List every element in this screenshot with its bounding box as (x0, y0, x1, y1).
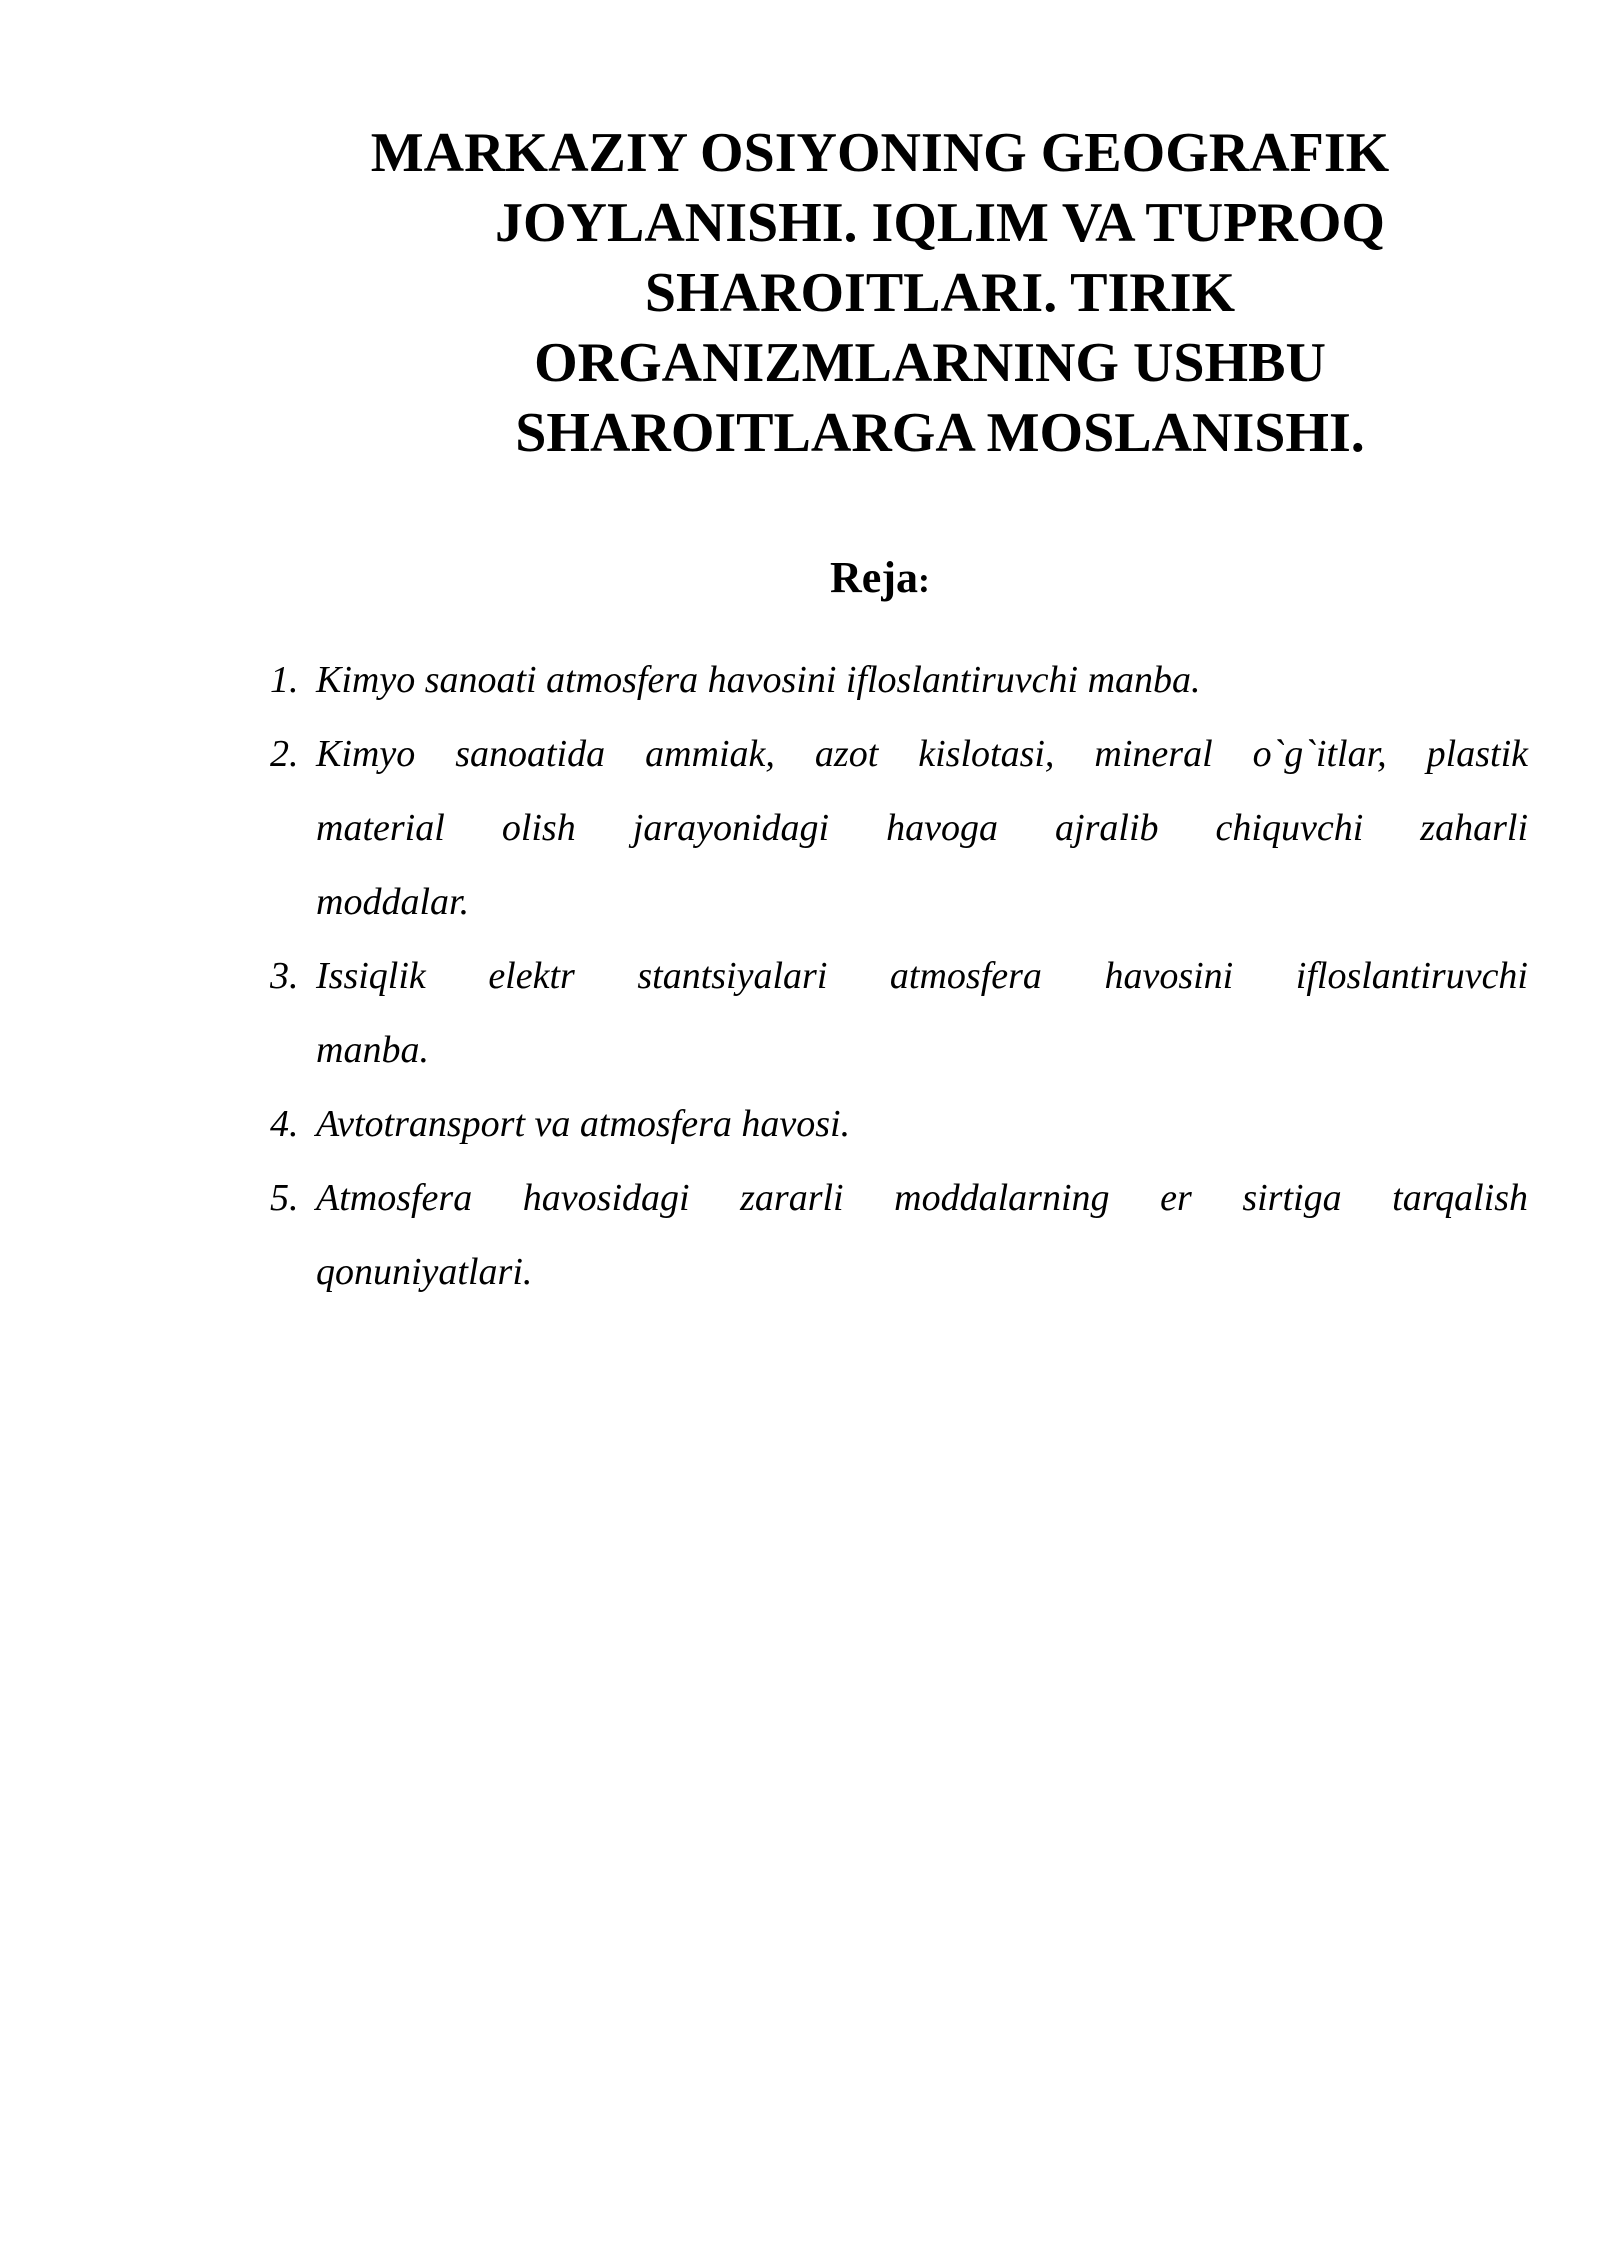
plan-item-number: 4. (270, 1103, 299, 1145)
plan-heading-colon: : (917, 560, 930, 600)
plan-item-line: manba. (316, 1029, 429, 1071)
plan-item-line: qonuniyatlari. (316, 1251, 533, 1293)
plan-heading (300, 548, 1460, 610)
title-line: SHAROITLARGA MOSLANISHI. (515, 402, 1365, 464)
plan-item-line: Kimyo sanoati atmosfera havosini ifloslantiruvchi manba. (316, 659, 1201, 701)
title-line: ORGANIZMLARNING USHBU (534, 332, 1326, 394)
plan-item-number: 1. (270, 659, 299, 701)
plan-item-line: Avtotransport va atmosfera havosi. (316, 1103, 851, 1145)
plan-heading-text: Reja (830, 553, 918, 602)
plan-item (260, 643, 1528, 717)
plan-item (260, 717, 1528, 939)
plan-item-line: material olish jarayonidagi havoga ajralib chiquvchi zaharli (316, 807, 1528, 849)
plan-item-line: Kimyo sanoatida ammiak, azot kislotasi, mineral o`g`itlar, plastik (316, 733, 1528, 775)
title-line: SHAROITLARI. TIRIK (644, 262, 1236, 324)
plan-item-number: 3. (270, 955, 299, 997)
plan-item-number: 5. (270, 1177, 299, 1219)
plan-item-number: 2. (270, 733, 299, 775)
plan-list (260, 643, 1528, 1309)
plan-item-line: Issiqlik elektr stantsiyalari atmosfera havosini ifloslantiruvchi (316, 955, 1528, 997)
plan-item (260, 1087, 1528, 1161)
document-title (300, 118, 1460, 468)
title-line: MARKAZIY OSIYONING GEOGRAFIK (370, 122, 1390, 184)
plan-item-line: moddalar. (316, 881, 470, 923)
plan-item-line: Atmosfera havosidagi zararli moddalarning er sirtiga tarqalish (316, 1177, 1528, 1219)
plan-item (260, 939, 1528, 1087)
title-line: JOYLANISHI. IQLIM VA TUPROQ (495, 192, 1385, 254)
plan-item (260, 1161, 1528, 1309)
